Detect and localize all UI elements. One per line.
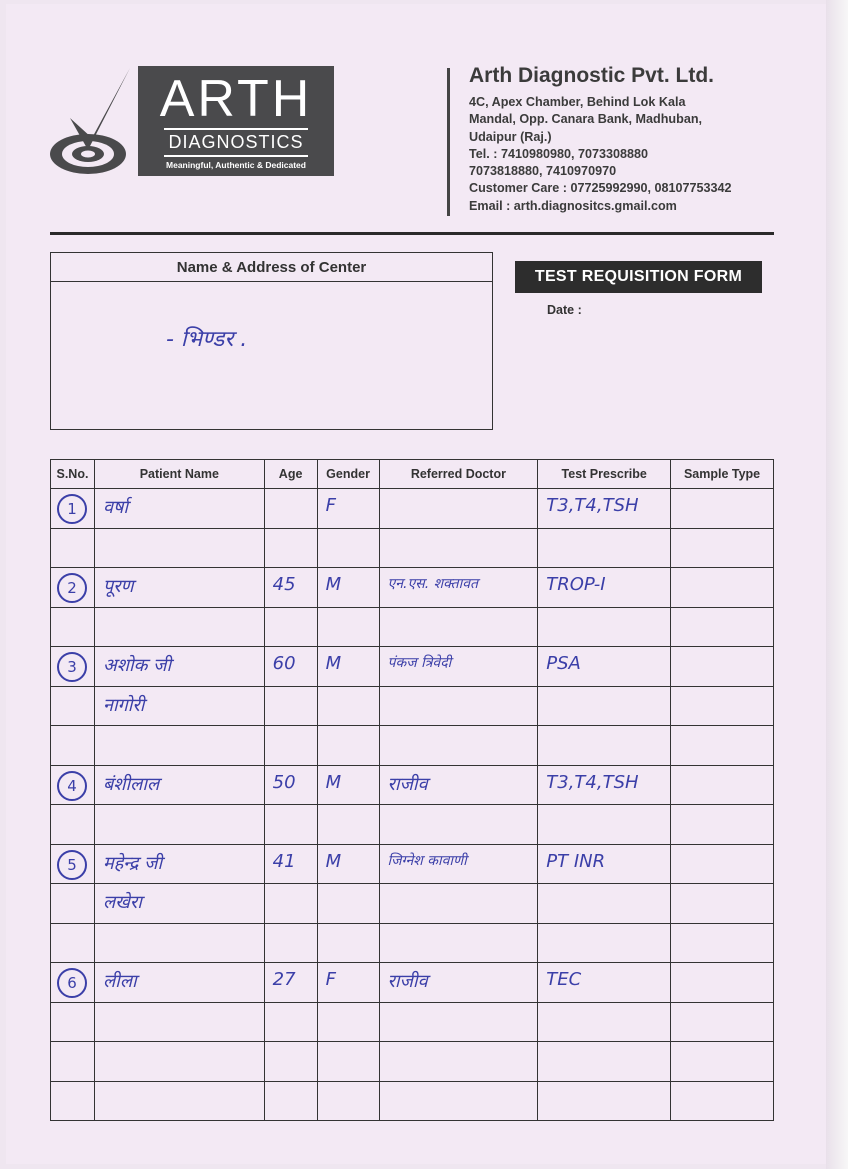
patient-name-cell <box>94 726 264 766</box>
name-handwritten: लीला <box>102 971 137 992</box>
referred-doctor-cell <box>379 923 538 963</box>
referred-doctor-cell <box>379 1002 538 1042</box>
age-cell <box>264 923 317 963</box>
name-handwritten: लखेरा <box>102 892 142 913</box>
table-row <box>51 923 774 963</box>
sno-cell <box>51 884 95 924</box>
gender-handwritten: F <box>325 495 336 516</box>
sno-cell <box>51 923 95 963</box>
table-row <box>51 568 774 608</box>
test-prescribe-cell <box>538 726 671 766</box>
target-check-logo-icon <box>48 66 134 178</box>
sample-type-cell <box>671 528 774 568</box>
age-handwritten: 50 <box>272 771 296 793</box>
sample-type-cell <box>671 726 774 766</box>
table-row <box>51 805 774 845</box>
table-header-row <box>51 460 774 489</box>
sno-cell <box>51 489 95 529</box>
age-handwritten: 41 <box>272 850 296 872</box>
patient-name-cell <box>94 963 264 1003</box>
age-handwritten: 60 <box>272 653 296 674</box>
table-row <box>51 765 774 805</box>
age-cell <box>264 1081 317 1121</box>
patient-name-cell <box>94 1002 264 1042</box>
doctor-handwritten: पंकज त्रिवेदी <box>387 655 452 671</box>
sno-cell <box>51 805 95 845</box>
sample-type-cell <box>671 647 774 687</box>
table-row <box>51 647 774 687</box>
doctor-handwritten: जिग्नेश कावाणी <box>387 852 467 869</box>
referred-doctor-cell <box>379 1081 538 1121</box>
sample-type-cell <box>671 884 774 924</box>
referred-doctor-cell <box>379 884 538 924</box>
sno-cell <box>51 844 95 884</box>
gender-cell <box>317 765 379 805</box>
gender-cell <box>317 489 379 529</box>
referred-doctor-cell <box>379 528 538 568</box>
sample-type-cell <box>671 844 774 884</box>
age-cell <box>264 607 317 647</box>
column-header-referred-doctor: Referred Doctor <box>379 460 538 489</box>
telephone-line: Tel. : 7410980980, 7073308880 <box>469 146 649 161</box>
gender-handwritten: M <box>325 574 342 595</box>
age-cell <box>264 489 317 529</box>
doctor-handwritten: राजीव <box>387 971 428 992</box>
brand-tagline: Meaningful, Authentic & Dedicated <box>166 160 306 170</box>
patient-name-cell <box>94 647 264 687</box>
test-prescribe-cell <box>538 805 671 845</box>
sno-cell <box>51 568 95 608</box>
patient-name-cell <box>94 923 264 963</box>
test-prescribe-cell <box>538 884 671 924</box>
sample-type-cell <box>671 686 774 726</box>
patient-name-cell <box>94 884 264 924</box>
brand-logo <box>138 66 334 176</box>
gender-cell <box>317 1042 379 1082</box>
gender-cell <box>317 568 379 608</box>
sample-type-cell <box>671 1002 774 1042</box>
sno-cell <box>51 726 95 766</box>
test-prescribe-cell <box>538 765 671 805</box>
sno-cell <box>51 1042 95 1082</box>
referred-doctor-cell <box>379 686 538 726</box>
test-prescribe-cell <box>538 923 671 963</box>
referred-doctor-cell <box>379 568 538 608</box>
brand-subtitle: DIAGNOSTICS <box>164 128 307 157</box>
doctor-handwritten: राजीव <box>387 773 428 795</box>
column-header-gender: Gender <box>317 460 379 489</box>
column-header-age: Age <box>264 460 317 489</box>
patient-name-cell <box>94 607 264 647</box>
test-prescribe-cell <box>538 1081 671 1121</box>
gender-cell <box>317 923 379 963</box>
test-prescribe-cell <box>538 1042 671 1082</box>
age-cell <box>264 963 317 1003</box>
table-row <box>51 528 774 568</box>
sample-type-cell <box>671 1081 774 1121</box>
sno-cell <box>51 686 95 726</box>
sample-type-cell <box>671 489 774 529</box>
name-handwritten: बंशीलाल <box>102 773 160 795</box>
patient-name-cell <box>94 528 264 568</box>
brand-title: ARTH <box>159 70 313 128</box>
gender-handwritten: F <box>325 969 336 990</box>
sno-cell <box>51 528 95 568</box>
age-cell <box>264 528 317 568</box>
sno-cell <box>51 607 95 647</box>
test-prescribe-cell <box>538 607 671 647</box>
referred-doctor-cell <box>379 805 538 845</box>
serial-number-circled: 2 <box>57 573 87 603</box>
patient-table <box>50 459 774 1121</box>
patient-name-cell <box>94 844 264 884</box>
referred-doctor-cell <box>379 647 538 687</box>
age-cell <box>264 1002 317 1042</box>
test-handwritten: TROP-I <box>546 574 606 595</box>
table-row <box>51 686 774 726</box>
table-row <box>51 1081 774 1121</box>
sno-cell <box>51 765 95 805</box>
table-row <box>51 726 774 766</box>
name-handwritten: अशोक जी <box>102 655 172 676</box>
address-line: 4C, Apex Chamber, Behind Lok Kala <box>469 95 686 109</box>
age-cell <box>264 568 317 608</box>
table-row <box>51 884 774 924</box>
sample-type-cell <box>671 805 774 845</box>
sample-type-cell <box>671 765 774 805</box>
doctor-handwritten: एन.एस. शक्तावत <box>387 576 478 592</box>
sample-type-cell <box>671 568 774 608</box>
scan-edge <box>826 0 848 1169</box>
sno-cell <box>51 1081 95 1121</box>
patient-name-cell <box>94 1081 264 1121</box>
serial-number-circled: 1 <box>57 494 87 524</box>
name-handwritten: नागोरी <box>102 694 145 716</box>
address-line: Mandal, Opp. Canara Bank, Madhuban, <box>469 112 703 127</box>
referred-doctor-cell <box>379 726 538 766</box>
company-info <box>469 64 732 215</box>
test-prescribe-cell <box>538 686 671 726</box>
sample-type-cell <box>671 607 774 647</box>
age-cell <box>264 647 317 687</box>
serial-number-circled: 6 <box>57 968 87 998</box>
test-handwritten: TEC <box>546 969 582 990</box>
test-prescribe-cell <box>538 489 671 529</box>
gender-cell <box>317 686 379 726</box>
table-row <box>51 489 774 529</box>
sno-cell <box>51 963 95 1003</box>
age-cell <box>264 884 317 924</box>
test-prescribe-cell <box>538 844 671 884</box>
referred-doctor-cell <box>379 1042 538 1082</box>
patient-name-cell <box>94 1042 264 1082</box>
test-handwritten: PSA <box>546 653 581 674</box>
patient-name-cell <box>94 489 264 529</box>
patient-name-cell <box>94 568 264 608</box>
patient-name-cell <box>94 805 264 845</box>
age-handwritten: 27 <box>272 969 296 990</box>
age-cell <box>264 765 317 805</box>
referred-doctor-cell <box>379 844 538 884</box>
column-header-sno: S.No. <box>51 460 95 489</box>
column-header-sample-type: Sample Type <box>671 460 774 489</box>
age-cell <box>264 726 317 766</box>
age-handwritten: 45 <box>272 574 296 595</box>
referred-doctor-cell <box>379 607 538 647</box>
gender-cell <box>317 884 379 924</box>
test-prescribe-cell <box>538 568 671 608</box>
name-handwritten: महेन्द्र जी <box>102 852 163 874</box>
gender-cell <box>317 607 379 647</box>
column-header-patient-name: Patient Name <box>94 460 264 489</box>
test-prescribe-cell <box>538 528 671 568</box>
center-address-box <box>50 252 493 430</box>
gender-cell <box>317 726 379 766</box>
patient-name-cell <box>94 765 264 805</box>
center-box-title: Name & Address of Center <box>51 253 492 282</box>
gender-handwritten: M <box>325 850 342 872</box>
table-row <box>51 844 774 884</box>
referred-doctor-cell <box>379 489 538 529</box>
table-row <box>51 963 774 1003</box>
gender-cell <box>317 1081 379 1121</box>
sno-cell <box>51 647 95 687</box>
sample-type-cell <box>671 923 774 963</box>
gender-cell <box>317 844 379 884</box>
form-title: TEST REQUISITION FORM <box>515 261 762 293</box>
sample-type-cell <box>671 963 774 1003</box>
test-handwritten: T3,T4,TSH <box>546 771 639 793</box>
company-name: Arth Diagnostic Pvt. Ltd. <box>469 64 715 87</box>
center-name-handwritten: - भिण्डर . <box>166 327 248 352</box>
serial-number-circled: 5 <box>57 850 87 880</box>
address-line: Udaipur (Raj.) <box>469 129 552 144</box>
table-row <box>51 607 774 647</box>
referred-doctor-cell <box>379 963 538 1003</box>
test-prescribe-cell <box>538 647 671 687</box>
age-cell <box>264 805 317 845</box>
customer-care-line: Customer Care : 07725992990, 08107753342 <box>469 181 732 196</box>
serial-number-circled: 3 <box>57 652 87 682</box>
age-cell <box>264 844 317 884</box>
gender-cell <box>317 1002 379 1042</box>
gender-cell <box>317 805 379 845</box>
test-handwritten: T3,T4,TSH <box>546 495 639 516</box>
referred-doctor-cell <box>379 765 538 805</box>
test-prescribe-cell <box>538 1002 671 1042</box>
sno-cell <box>51 1002 95 1042</box>
table-row <box>51 1002 774 1042</box>
gender-cell <box>317 963 379 1003</box>
age-cell <box>264 1042 317 1082</box>
serial-number-circled: 4 <box>57 771 87 801</box>
column-header-test-prescribe: Test Prescribe <box>538 460 671 489</box>
date-label: Date : <box>547 303 582 317</box>
header-divider <box>447 68 450 216</box>
test-handwritten: PT INR <box>546 850 606 872</box>
header-rule <box>50 232 774 235</box>
age-cell <box>264 686 317 726</box>
sample-type-cell <box>671 1042 774 1082</box>
gender-cell <box>317 647 379 687</box>
table-row <box>51 1042 774 1082</box>
gender-cell <box>317 528 379 568</box>
name-handwritten: वर्षा <box>102 497 129 518</box>
name-handwritten: पूरण <box>102 576 134 597</box>
test-prescribe-cell <box>538 963 671 1003</box>
email-line: Email : arth.diagnositcs.gmail.com <box>469 198 677 213</box>
patient-name-cell <box>94 686 264 726</box>
telephone-line: 7073818880, 7410970970 <box>469 164 617 179</box>
gender-handwritten: M <box>325 771 342 793</box>
gender-handwritten: M <box>325 653 342 674</box>
